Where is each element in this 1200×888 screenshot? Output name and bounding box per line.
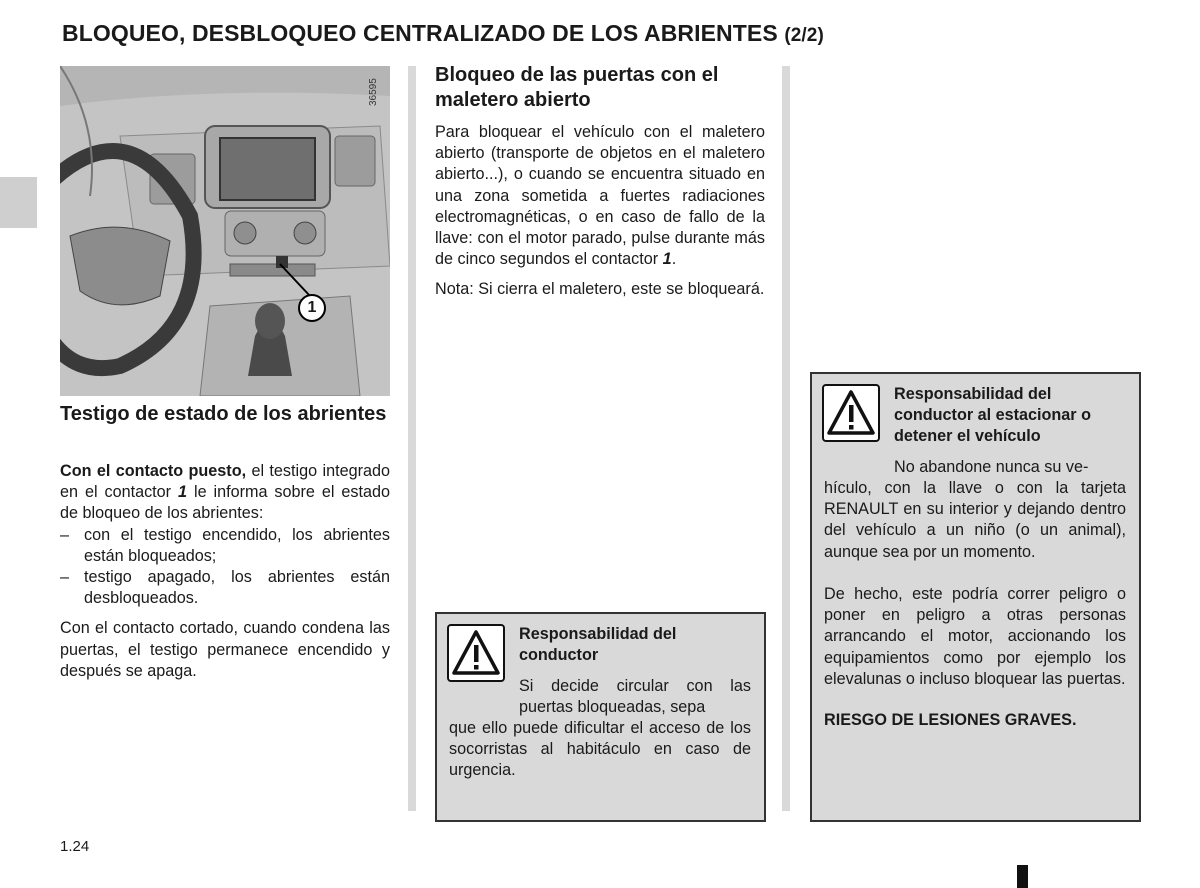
warning-parking-text-2: De hecho, este podría correr peligro o poner en peligro a otras personas arrancando el motor, accionando los equipamientos como por ejemplo los elevalunas o incluso bloquear las puertas. <box>824 585 1126 688</box>
trunk-heading: Bloqueo de las puertas con el maletero abierto <box>435 64 719 111</box>
warning-box-driver <box>435 612 766 822</box>
warning-triangle-icon <box>447 624 505 682</box>
status-list <box>60 525 390 610</box>
page-number: 1.24 <box>60 838 90 855</box>
status-text-b: le informa sobre el estado de bloqueo de los abrientes: <box>60 483 390 523</box>
warning-triangle-icon <box>822 384 880 442</box>
column-divider-left <box>408 66 416 811</box>
end-of-section-marker <box>1017 865 1028 888</box>
warning-parking-title: Responsabilidad del conductor al estacionar o detener el vehículo <box>894 385 1091 445</box>
status-heading: Testigo de estado de los abrientes <box>60 403 387 425</box>
status-ref-1: 1 <box>178 483 188 502</box>
column-divider-right <box>782 66 790 811</box>
trunk-paragraph-1 <box>435 122 765 270</box>
callout-number: 1 <box>307 299 317 316</box>
trunk-text-a: Para bloquear el vehículo con el maletero abierto (transporte de objetos en el maletero abierto...), o cuando se encuentra situado en una zona sometida a fuertes radiaciones electromagnéticas, o en caso de fallo de la llave: con el motor parado, pulse durante más de cinco segundos el contactor <box>435 123 765 269</box>
trunk-ref-1: 1 <box>662 250 672 269</box>
warning-parking-text-first: No abandone nunca su ve- <box>894 458 1089 476</box>
warning-driver-text-first: Si decide circular con las puertas bloqueadas, sepa <box>519 677 751 717</box>
status-paragraph-1 <box>60 461 390 525</box>
warning-driver-title: Responsabilidad del conductor <box>519 625 677 664</box>
dashboard-illustration <box>60 66 390 396</box>
warning-box-parking <box>810 372 1141 822</box>
figure-code: 36595 <box>368 78 379 106</box>
status-bold-lead: Con el contacto puesto, <box>60 462 247 480</box>
trunk-paragraph-2: Nota: Si cierra el maletero, este se bloqueará. <box>435 280 765 299</box>
trunk-section-body <box>435 122 765 301</box>
status-paragraph-2: Con el contacto cortado, cuando condena las puertas, el testigo permanece encendido y después se apaga. <box>60 619 390 680</box>
page-title <box>62 20 824 47</box>
warning-driver-text-rest: que ello puede dificultar el acceso de los socorristas al habitáculo en caso de urgencia. <box>449 719 751 780</box>
dashboard-drawing <box>60 66 390 396</box>
page-title-text: BLOQUEO, DESBLOQUEO CENTRALIZADO DE LOS ABRIENTES <box>62 20 778 46</box>
list-item: – con el testigo encendido, los abrientes están bloqueados; <box>60 525 390 567</box>
warning-parking-text-rest: hículo, con la llave o con la tarjeta RENAULT en su interior y dejando dentro del vehículo a un niño (o un animal), aunque sea por un momento. <box>824 479 1126 561</box>
chapter-tab <box>0 177 37 228</box>
status-text-a: el testigo integrado en el contactor <box>60 462 390 502</box>
status-section-body <box>60 461 390 682</box>
trunk-text-b: . <box>671 250 677 269</box>
list-item: – testigo apagado, los abrientes están desbloqueados. <box>60 567 390 609</box>
warning-parking-risk: RIESGO DE LESIONES GRAVES. <box>824 711 1077 729</box>
page-title-part: (2/2) <box>784 25 824 46</box>
